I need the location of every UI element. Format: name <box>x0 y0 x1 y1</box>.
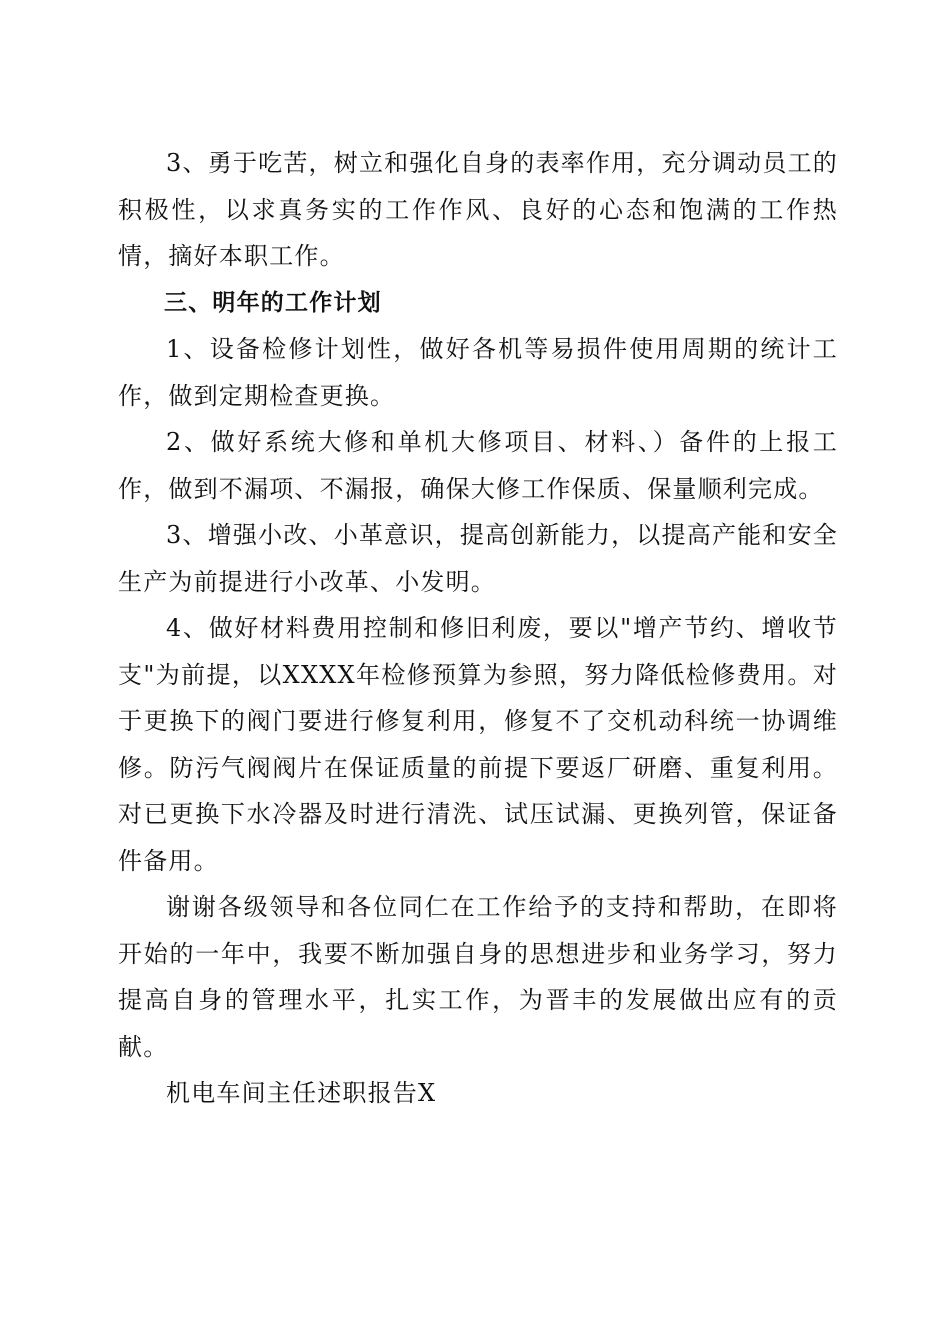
document-footer-title: 机电车间主任述职报告X <box>166 1079 437 1107</box>
paragraph-plan-item-2: 2、做好系统大修和单机大修项目、材料、）备件的上报工作，做到不漏项、不漏报，确保大修工作保质、保量顺利完成。 <box>118 428 838 503</box>
paragraph-plan-item-3: 3、增强小改、小革意识，提高创新能力，以提高产能和安全生产为前提进行小改革、小发明。 <box>118 521 838 596</box>
paragraph-plan-item-1: 1、设备检修计划性，做好各机等易损件使用周期的统计工作，做到定期检查更换。 <box>118 335 838 410</box>
document-page <box>118 140 838 1117</box>
paragraph-plan-item-4: 4、做好材料费用控制和修旧利废，要以"增产节约、增收节支"为前提，以XXXX年检修预算为参照，努力降低检修费用。对于更换下的阀门要进行修复利用，修复不了交机动科统一协调维修。防污气阀阀片在保证质量的前提下要返厂研磨、重复利用。对已更换下水冷器及时进行清洗、试压试漏、更换列管，保证备件备用。 <box>118 614 838 875</box>
paragraph-lead-by-example: 3、勇于吃苦，树立和强化自身的表率作用，充分调动员工的积极性，以求真务实的工作作风、良好的心态和饱满的工作热情，摘好本职工作。 <box>118 149 838 270</box>
paragraph-thanks: 谢谢各级领导和各位同仁在工作给予的支持和帮助，在即将开始的一年中，我要不断加强自身的思想进步和业务学习，努力提高自身的管理水平，扎实工作，为晋丰的发展做出应有的贡献。 <box>118 893 838 1061</box>
section-heading-next-year-plan: 三、明年的工作计划 <box>164 289 382 316</box>
